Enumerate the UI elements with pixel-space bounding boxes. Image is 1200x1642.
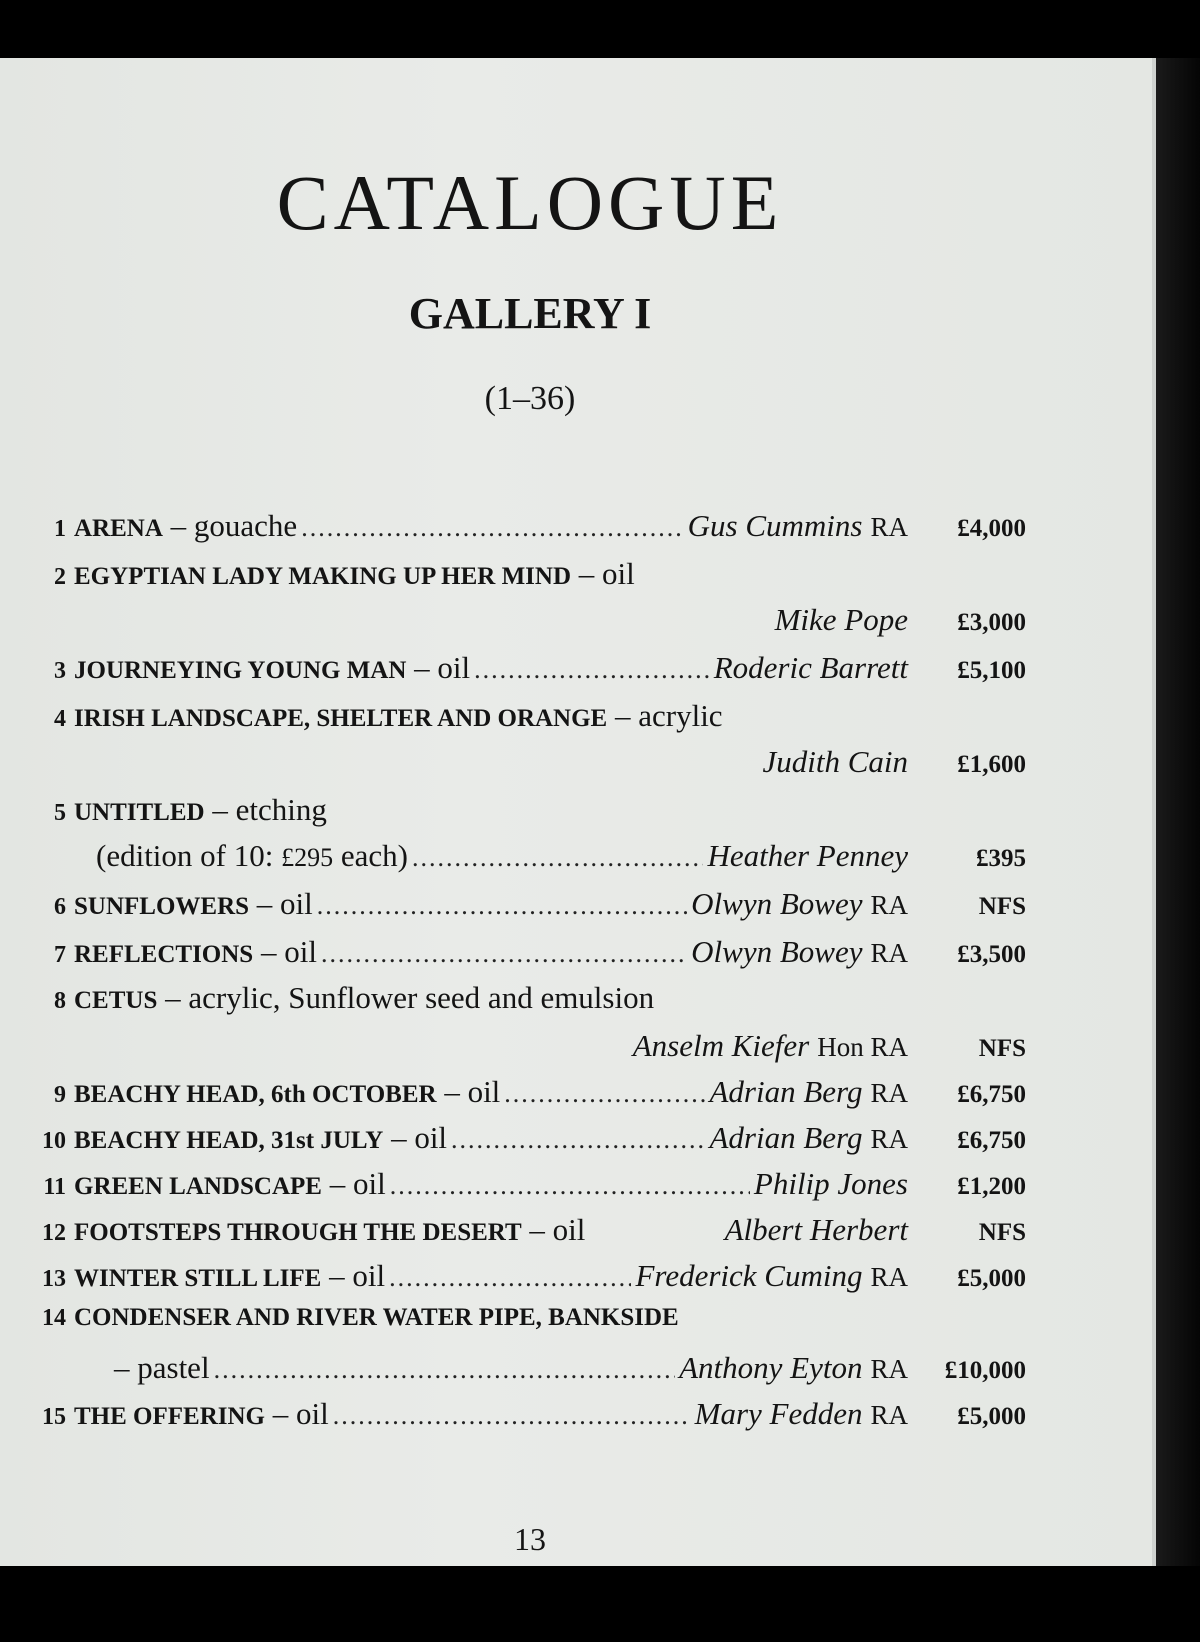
entry-suffix: Hon RA (817, 1032, 908, 1062)
catalogue-entry (30, 886, 1026, 930)
dash: – (329, 1166, 346, 1201)
catalogue-entry (30, 980, 1026, 1024)
entry-suffix: RA (870, 1400, 908, 1430)
entry-artist: Mary Fedden (694, 1396, 863, 1431)
entry-artist: Adrian Berg (709, 1120, 863, 1155)
entry-medium: pastel (137, 1350, 210, 1385)
dot-leader (301, 513, 683, 543)
entry-title: FOOTSTEPS THROUGH THE DESERT (74, 1219, 522, 1246)
entry-suffix: RA (870, 1262, 908, 1292)
entry-title: CETUS (74, 987, 158, 1014)
dash: – (260, 934, 277, 969)
entry-medium: acrylic, Sunflower seed and emulsion (188, 980, 655, 1015)
dash: – (444, 1074, 460, 1109)
entry-price: £1,600 (957, 751, 1026, 778)
entry-medium: oil (552, 1212, 586, 1247)
dash: – (614, 698, 631, 733)
dot-leader (504, 1079, 705, 1109)
entry-title: EGYPTIAN LADY MAKING UP HER MIND (74, 563, 571, 590)
dash: – (578, 556, 595, 591)
entry-suffix: RA (870, 890, 908, 920)
entry-medium: oil (352, 1258, 386, 1293)
entry-suffix: RA (870, 938, 908, 968)
catalogue-entry (30, 1304, 1026, 1348)
dot-leader (412, 843, 703, 873)
entry-artist: Gus Cummins (687, 508, 863, 543)
entry-price: £5,100 (957, 657, 1026, 684)
book-spine-shadow (1156, 58, 1200, 1566)
edition-note: (edition of 10: £295 each) (96, 838, 408, 873)
dash: – (272, 1396, 289, 1431)
gallery-heading: GALLERY I (408, 289, 652, 338)
entry-artist: Roderic Barrett (713, 650, 908, 685)
entry-medium: oil (467, 1074, 501, 1109)
catalogue-range: (1–36) (484, 380, 576, 417)
entry-medium: oil (414, 1120, 448, 1155)
entry-price: NFS (978, 1219, 1026, 1246)
dot-leader (451, 1125, 705, 1155)
entry-title: UNTITLED (74, 799, 205, 826)
dash: – (165, 980, 181, 1015)
entry-artist: Adrian Berg (709, 1074, 863, 1109)
entry-number: 8 (54, 988, 66, 1014)
entry-number: 1 (54, 516, 66, 542)
entry-artist: Anthony Eyton (679, 1350, 863, 1385)
entry-artist: Judith Cain (762, 744, 908, 779)
entry-medium: oil (352, 1166, 386, 1201)
entry-medium: oil (437, 650, 471, 685)
entry-number: 7 (54, 942, 66, 968)
entry-medium: oil (602, 556, 635, 591)
entry-suffix: RA (870, 512, 908, 542)
catalogue-entry-continuation (30, 1028, 1026, 1072)
entry-number: 6 (54, 894, 66, 920)
entry-price: NFS (978, 893, 1026, 920)
entry-number: 14 (42, 1305, 66, 1331)
entry-medium: oil (284, 934, 317, 969)
entry-title: THE OFFERING (74, 1403, 265, 1430)
entry-price: £3,000 (957, 609, 1026, 636)
dot-leader (390, 1171, 750, 1201)
catalogue-entry (30, 508, 1026, 552)
dot-leader (321, 939, 687, 969)
catalogue-entry (30, 1212, 1026, 1256)
entry-number: 2 (54, 564, 66, 590)
dot-leader (474, 655, 710, 685)
entry-number: 15 (42, 1404, 66, 1430)
entry-price: £1,200 (957, 1173, 1026, 1200)
entry-artist: Frederick Cuming (635, 1258, 863, 1293)
catalogue-entry (30, 698, 1026, 742)
entry-number: 11 (43, 1174, 66, 1200)
entry-number: 12 (42, 1220, 66, 1246)
entry-price: £395 (976, 845, 1026, 872)
page-number: 13 (514, 1521, 546, 1557)
entry-title: BEACHY HEAD, 6th OCTOBER (74, 1081, 437, 1108)
dash: – (391, 1120, 407, 1155)
dash: – (114, 1350, 130, 1385)
dash: – (414, 650, 430, 685)
catalogue-entry (30, 792, 1026, 836)
entry-number: 4 (54, 706, 66, 732)
dash: – (256, 886, 273, 921)
entry-number: 3 (54, 658, 66, 684)
entry-medium: acrylic (638, 698, 723, 733)
entry-number: 5 (54, 800, 66, 826)
dash: – (212, 792, 228, 827)
entry-artist: Olwyn Bowey (691, 934, 863, 969)
entry-artist: Mike Pope (774, 602, 908, 637)
catalogue-entry (30, 934, 1026, 978)
entry-medium: gouache (193, 508, 298, 543)
catalogue-entry (30, 650, 1026, 694)
entry-price: £5,000 (957, 1403, 1026, 1430)
entry-price: £10,000 (944, 1357, 1026, 1384)
entry-price: £6,750 (957, 1081, 1026, 1108)
dot-leader (317, 891, 687, 921)
entry-artist: Philip Jones (753, 1166, 908, 1201)
entry-price: £3,500 (957, 941, 1026, 968)
entry-price: £4,000 (957, 515, 1026, 542)
entry-suffix: RA (870, 1124, 908, 1154)
dash: – (329, 1258, 345, 1293)
dot-leader (389, 1263, 631, 1293)
entry-title: GREEN LANDSCAPE (74, 1173, 322, 1200)
entry-title: IRISH LANDSCAPE, SHELTER AND ORANGE (74, 705, 608, 732)
entry-price: £5,000 (957, 1265, 1026, 1292)
entry-number: 10 (42, 1128, 66, 1154)
entry-price: NFS (978, 1035, 1026, 1062)
entry-artist: Albert Herbert (724, 1212, 908, 1247)
entry-medium: oil (296, 1396, 329, 1431)
entry-title: WINTER STILL LIFE (74, 1265, 322, 1292)
catalogue-entry (30, 556, 1026, 600)
entry-title: REFLECTIONS (74, 941, 254, 968)
dash: – (170, 508, 187, 543)
entry-artist: Heather Penney (707, 838, 908, 873)
dot-leader (333, 1401, 691, 1431)
entry-medium: oil (280, 886, 313, 921)
entry-number: 9 (54, 1082, 66, 1108)
entry-title: JOURNEYING YOUNG MAN (74, 657, 407, 684)
catalogue-entry-continuation (30, 744, 1026, 788)
entry-artist: Olwyn Bowey (691, 886, 863, 921)
dot-leader (214, 1355, 676, 1385)
entry-medium: etching (235, 792, 327, 827)
catalogue-entry (30, 1166, 1026, 1210)
catalogue-entry (30, 1120, 1026, 1164)
entry-artist: Anselm Kiefer (632, 1028, 810, 1063)
entry-price: £6,750 (957, 1127, 1026, 1154)
entry-title: BEACHY HEAD, 31st JULY (74, 1127, 384, 1154)
entry-suffix: RA (870, 1078, 908, 1108)
page-title: CATALOGUE (276, 159, 784, 246)
catalogue-entry (30, 1396, 1026, 1440)
entry-suffix: RA (870, 1354, 908, 1384)
catalogue-entry (30, 1074, 1026, 1118)
dash: – (529, 1212, 545, 1247)
entry-title: SUNFLOWERS (74, 893, 250, 920)
entry-title: CONDENSER AND RIVER WATER PIPE, BANKSIDE (74, 1304, 679, 1331)
catalogue-entry-continuation (30, 838, 1026, 882)
entry-number: 13 (42, 1266, 66, 1292)
catalogue-entry-continuation (30, 1350, 1026, 1394)
catalogue-entry-continuation (30, 602, 1026, 646)
entry-title: ARENA (74, 515, 163, 542)
catalogue-entry (30, 1258, 1026, 1302)
catalogue-page (0, 58, 1156, 1566)
